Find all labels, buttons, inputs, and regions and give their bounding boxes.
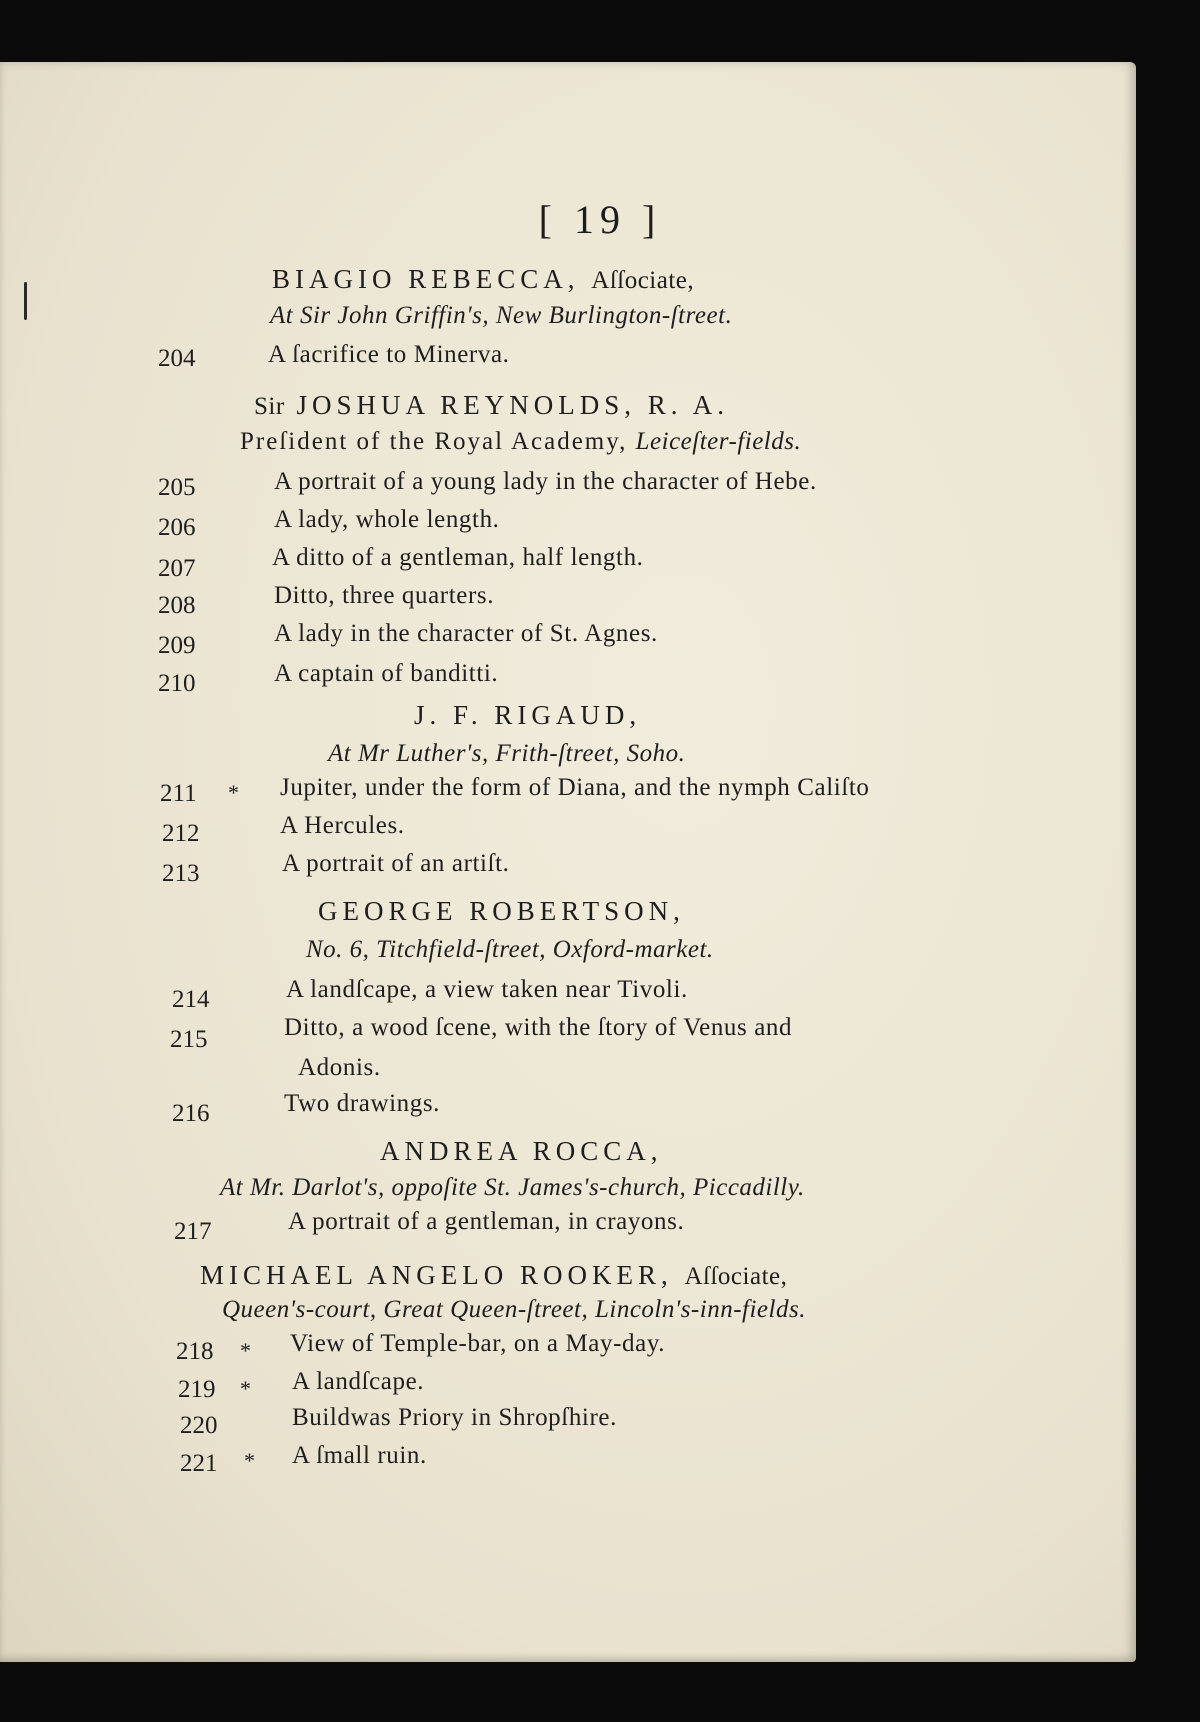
work-title: A Hercules. [280, 812, 405, 839]
new-work-asterisk: * [228, 780, 239, 805]
work-title: A portrait of a gentleman, in crayons. [288, 1208, 685, 1235]
work-title: A ditto of a gentleman, half length. [272, 544, 644, 571]
catalogue-number: 217 [174, 1218, 212, 1245]
new-work-asterisk: * [244, 1448, 255, 1473]
work-title: A ſmall ruin. [292, 1442, 427, 1469]
catalogue-number: 220 [180, 1412, 218, 1439]
catalogue-number: 215 [170, 1026, 208, 1053]
catalogue-number: 205 [158, 474, 196, 501]
work-title: Buildwas Priory in Shropſhire. [292, 1404, 617, 1431]
work-title: A landſcape, a view taken near Tivoli. [286, 976, 688, 1003]
catalogue-number: 214 [172, 986, 210, 1013]
new-work-asterisk: * [240, 1376, 251, 1401]
work-title-continued: Adonis. [298, 1054, 381, 1081]
work-title: View of Temple-bar, on a May-day. [290, 1330, 666, 1357]
artist-heading: ANDREA ROCCA, [380, 1136, 663, 1166]
artist-heading: J. F. RIGAUD, [414, 700, 642, 730]
work-title: A captain of banditti. [274, 660, 499, 687]
artist-heading: Sir JOSHUA REYNOLDS, R. A. [254, 390, 729, 420]
artist-address: Queen's-court, Great Queen-ſtreet, Lincoln's-inn-fields. [222, 1296, 806, 1323]
artist-address: No. 6, Titchfield-ſtreet, Oxford-market. [306, 936, 714, 963]
new-work-asterisk: * [240, 1338, 251, 1363]
binding-mark [24, 282, 27, 320]
artist-address: Preſident of the Royal Academy, Leiceſter-fields. [240, 428, 802, 455]
artist-address: At Sir John Griffin's, New Burlington-ſtreet. [270, 302, 733, 329]
catalogue-number: 218 [176, 1338, 214, 1365]
work-title: Ditto, three quarters. [274, 582, 495, 609]
catalogue-number: 219 [178, 1376, 216, 1403]
work-title: A lady, whole length. [274, 506, 500, 533]
artist-heading: GEORGE ROBERTSON, [318, 896, 685, 926]
catalogue-number: 206 [158, 514, 196, 541]
work-title: Jupiter, under the form of Diana, and the nymph Caliſto [280, 774, 870, 801]
work-title: A ſacrifice to Minerva. [268, 341, 510, 368]
work-title: A landſcape. [292, 1368, 425, 1395]
work-title: Ditto, a wood ſcene, with the ſtory of Venus and [284, 1014, 793, 1041]
catalogue-number: 208 [158, 592, 196, 619]
work-title: Two drawings. [284, 1090, 441, 1117]
catalogue-number: 207 [158, 555, 196, 582]
artist-heading: MICHAEL ANGELO ROOKER, Aſſociate, [200, 1260, 788, 1290]
catalogue-number: 210 [158, 670, 196, 697]
work-title: A lady in the character of St. Agnes. [274, 620, 658, 647]
catalogue-number: 213 [162, 860, 200, 887]
catalogue-number: 221 [180, 1450, 218, 1477]
artist-address: At Mr. Darlot's, oppoſite St. James's-church, Piccadilly. [220, 1174, 805, 1201]
artist-address: At Mr Luther's, Frith-ſtreet, Soho. [328, 740, 686, 767]
catalogue-number: 204 [158, 345, 196, 372]
catalogue-number: 211 [160, 780, 197, 807]
catalogue-number: 212 [162, 820, 200, 847]
work-title: A portrait of an artiſt. [282, 850, 510, 877]
catalogue-number: 216 [172, 1100, 210, 1127]
page-number: [ 19 ] [538, 197, 662, 242]
work-title: A portrait of a young lady in the character of Hebe. [274, 468, 817, 495]
artist-heading: BIAGIO REBECCA, Aſſociate, [272, 264, 695, 294]
catalogue-number: 209 [158, 632, 196, 659]
